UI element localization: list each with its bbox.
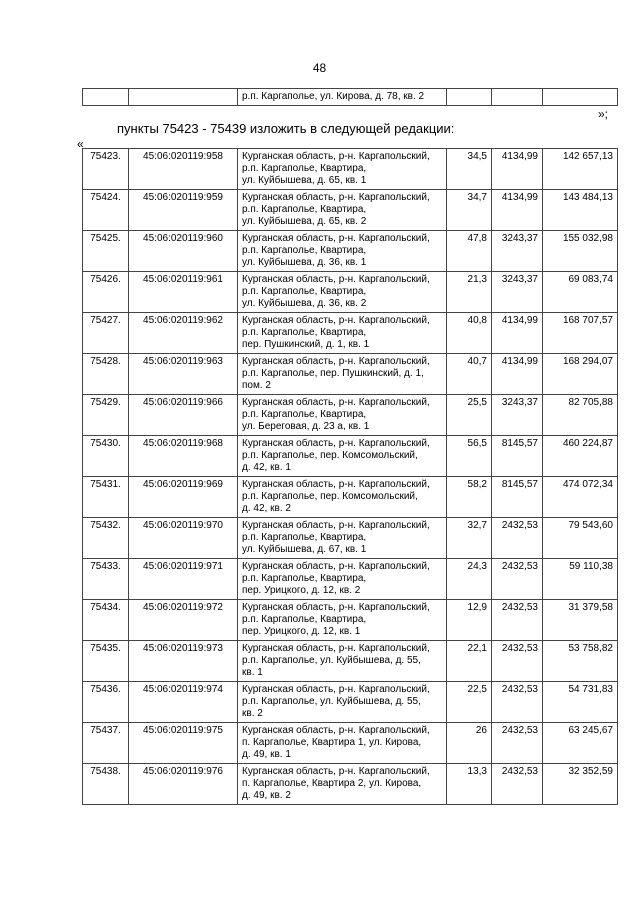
table-row xyxy=(83,395,618,436)
address-cell xyxy=(238,477,447,518)
cadastral-number-cell: 45:06:020119:958 xyxy=(129,149,238,190)
address-line: пом. 2 xyxy=(242,380,271,391)
cost-cell: 31 379,58 xyxy=(543,600,618,641)
price-cell: 4134,99 xyxy=(492,190,543,231)
price-cell: 3243,37 xyxy=(492,395,543,436)
address-line: р.п. Каргаполье, Квартира, xyxy=(242,573,367,584)
price-cell: 4134,99 xyxy=(492,354,543,395)
area-cell: 34,5 xyxy=(447,149,492,190)
address-line: ул. Куйбышева, д. 67, кв. 1 xyxy=(242,544,367,555)
area-cell: 34,7 xyxy=(447,190,492,231)
row-number-cell: 75424. xyxy=(83,190,129,231)
address-line: р.п. Каргаполье, Квартира, xyxy=(242,163,367,174)
address-line: Курганская область, р-н. Каргапольский, xyxy=(242,766,430,777)
cadastral-number-cell: 45:06:020119:966 xyxy=(129,395,238,436)
table-row xyxy=(83,272,618,313)
address-line: ул. Куйбышева, д. 65, кв. 1 xyxy=(242,175,367,186)
address-line: д. 49, кв. 1 xyxy=(242,749,291,760)
area-cell: 21,3 xyxy=(447,272,492,313)
cadastral-number-cell: 45:06:020119:962 xyxy=(129,313,238,354)
address-cell xyxy=(238,600,447,641)
price-cell: 3243,37 xyxy=(492,272,543,313)
cadastral-number-cell: 45:06:020119:976 xyxy=(129,764,238,805)
area-cell: 24,3 xyxy=(447,559,492,600)
row-number-cell: 75433. xyxy=(83,559,129,600)
table-row xyxy=(83,600,618,641)
table-row xyxy=(83,190,618,231)
cost-cell: 69 083,74 xyxy=(543,272,618,313)
address-line: пер. Урицкого, д. 12, кв. 1 xyxy=(242,626,361,637)
property-table xyxy=(82,148,618,805)
cost-cell: 32 352,59 xyxy=(543,764,618,805)
address-line: р.п. Каргаполье, Квартира, xyxy=(242,327,367,338)
address-line: р.п. Каргаполье, ул. Куйбышева, д. 55, xyxy=(242,655,421,666)
area-cell: 22,5 xyxy=(447,682,492,723)
area-cell: 40,8 xyxy=(447,313,492,354)
address-cell xyxy=(238,313,447,354)
address-cell xyxy=(238,395,447,436)
row-number-cell: 75426. xyxy=(83,272,129,313)
address-cell xyxy=(238,149,447,190)
amendment-instruction: пункты 75423 - 75439 изложить в следующей редакции: xyxy=(117,121,455,136)
row-number-cell: 75434. xyxy=(83,600,129,641)
price-cell: 8145,57 xyxy=(492,436,543,477)
address-cell xyxy=(238,190,447,231)
address-cell xyxy=(238,682,447,723)
address-line: Курганская область, р-н. Каргапольский, xyxy=(242,725,430,736)
area-cell xyxy=(447,89,492,106)
table-row xyxy=(83,641,618,682)
price-cell: 4134,99 xyxy=(492,149,543,190)
row-number-cell: 75438. xyxy=(83,764,129,805)
cadastral-number-cell xyxy=(129,89,238,106)
table-row xyxy=(83,354,618,395)
cost-cell xyxy=(543,89,618,106)
cost-cell: 82 705,88 xyxy=(543,395,618,436)
cost-cell: 155 032,98 xyxy=(543,231,618,272)
address-line: р.п. Каргаполье, Квартира, xyxy=(242,204,367,215)
cadastral-number-cell: 45:06:020119:959 xyxy=(129,190,238,231)
area-cell: 40,7 xyxy=(447,354,492,395)
row-number-cell: 75425. xyxy=(83,231,129,272)
row-number-cell: 75430. xyxy=(83,436,129,477)
address-line: п. Каргаполье, Квартира 2, ул. Кирова, xyxy=(242,778,422,789)
table-row xyxy=(83,518,618,559)
cost-cell: 59 110,38 xyxy=(543,559,618,600)
address-cell: р.п. Каргаполье, ул. Кирова, д. 78, кв. 2 xyxy=(238,89,447,106)
area-cell: 26 xyxy=(447,723,492,764)
table-row xyxy=(83,89,618,106)
row-number-cell: 75429. xyxy=(83,395,129,436)
table-row xyxy=(83,436,618,477)
address-line: ул. Куйбышева, д. 36, кв. 2 xyxy=(242,298,367,309)
address-line: ул. Куйбышева, д. 65, кв. 2 xyxy=(242,216,367,227)
address-cell xyxy=(238,436,447,477)
row-number-cell: 75435. xyxy=(83,641,129,682)
address-line: пер. Урицкого, д. 12, кв. 2 xyxy=(242,585,361,596)
area-cell: 25,5 xyxy=(447,395,492,436)
cadastral-number-cell: 45:06:020119:970 xyxy=(129,518,238,559)
address-cell xyxy=(238,518,447,559)
cost-cell: 79 543,60 xyxy=(543,518,618,559)
address-line: Курганская область, р-н. Каргапольский, xyxy=(242,315,430,326)
address-line: Курганская область, р-н. Каргапольский, xyxy=(242,684,430,695)
cost-cell: 474 072,34 xyxy=(543,477,618,518)
address-cell xyxy=(238,723,447,764)
opening-quote: « xyxy=(77,137,84,151)
address-line: Курганская область, р-н. Каргапольский, xyxy=(242,233,430,244)
address-cell xyxy=(238,764,447,805)
cost-cell: 168 707,57 xyxy=(543,313,618,354)
table-row xyxy=(83,559,618,600)
address-line: д. 42, кв. 1 xyxy=(242,462,291,473)
cadastral-number-cell: 45:06:020119:974 xyxy=(129,682,238,723)
price-cell: 4134,99 xyxy=(492,313,543,354)
cost-cell: 460 224,87 xyxy=(543,436,618,477)
cadastral-number-cell: 45:06:020119:969 xyxy=(129,477,238,518)
price-cell: 2432,53 xyxy=(492,600,543,641)
row-number-cell: 75432. xyxy=(83,518,129,559)
address-line: д. 42, кв. 2 xyxy=(242,503,291,514)
cadastral-number-cell: 45:06:020119:972 xyxy=(129,600,238,641)
table-row xyxy=(83,149,618,190)
price-cell: 2432,53 xyxy=(492,723,543,764)
address-line: ул. Куйбышева, д. 36, кв. 1 xyxy=(242,257,367,268)
address-line: Курганская область, р-н. Каргапольский, xyxy=(242,602,430,613)
address-line: кв. 1 xyxy=(242,667,263,678)
price-cell: 2432,53 xyxy=(492,559,543,600)
price-cell: 2432,53 xyxy=(492,682,543,723)
address-line: Курганская область, р-н. Каргапольский, xyxy=(242,643,430,654)
address-line: Курганская область, р-н. Каргапольский, xyxy=(242,561,430,572)
address-cell xyxy=(238,354,447,395)
previous-table-fragment xyxy=(82,88,618,106)
address-line: р.п. Каргаполье, ул. Куйбышева, д. 55, xyxy=(242,696,421,707)
table-row xyxy=(83,477,618,518)
row-number-cell: 75431. xyxy=(83,477,129,518)
area-cell: 13,3 xyxy=(447,764,492,805)
address-line: р.п. Каргаполье, Квартира, xyxy=(242,245,367,256)
cost-cell: 143 484,13 xyxy=(543,190,618,231)
address-line: Курганская область, р-н. Каргапольский, xyxy=(242,356,430,367)
address-line: р.п. Каргаполье, Квартира, xyxy=(242,532,367,543)
table-row xyxy=(83,764,618,805)
cadastral-number-cell: 45:06:020119:975 xyxy=(129,723,238,764)
address-line: д. 49, кв. 2 xyxy=(242,790,291,801)
cost-cell: 142 657,13 xyxy=(543,149,618,190)
address-line: Курганская область, р-н. Каргапольский, xyxy=(242,274,430,285)
address-line: Курганская область, р-н. Каргапольский, xyxy=(242,397,430,408)
address-line: пер. Пушкинский, д. 1, кв. 1 xyxy=(242,339,370,350)
cadastral-number-cell: 45:06:020119:971 xyxy=(129,559,238,600)
price-cell: 8145,57 xyxy=(492,477,543,518)
closing-quote: »; xyxy=(598,107,609,121)
cost-cell: 54 731,83 xyxy=(543,682,618,723)
address-line: кв. 2 xyxy=(242,708,263,719)
cost-cell: 63 245,67 xyxy=(543,723,618,764)
address-line: Курганская область, р-н. Каргапольский, xyxy=(242,438,430,449)
area-cell: 58,2 xyxy=(447,477,492,518)
row-number-cell: 75436. xyxy=(83,682,129,723)
cadastral-number-cell: 45:06:020119:963 xyxy=(129,354,238,395)
address-line: Курганская область, р-н. Каргапольский, xyxy=(242,479,430,490)
area-cell: 32,7 xyxy=(447,518,492,559)
cadastral-number-cell: 45:06:020119:961 xyxy=(129,272,238,313)
price-cell xyxy=(492,89,543,106)
row-number-cell xyxy=(83,89,129,106)
address-line: ул. Береговая, д. 23 а, кв. 1 xyxy=(242,421,370,432)
address-cell xyxy=(238,559,447,600)
table-row xyxy=(83,723,618,764)
address-line: р.п. Каргаполье, пер. Пушкинский, д. 1, xyxy=(242,368,424,379)
price-cell: 3243,37 xyxy=(492,231,543,272)
address-line: р.п. Каргаполье, Квартира, xyxy=(242,614,367,625)
cadastral-number-cell: 45:06:020119:973 xyxy=(129,641,238,682)
row-number-cell: 75428. xyxy=(83,354,129,395)
address-cell xyxy=(238,231,447,272)
table-row xyxy=(83,313,618,354)
area-cell: 56,5 xyxy=(447,436,492,477)
address-line: Курганская область, р-н. Каргапольский, xyxy=(242,151,430,162)
table-row xyxy=(83,231,618,272)
address-line: Курганская область, р-н. Каргапольский, xyxy=(242,192,430,203)
address-line: р.п. Каргаполье, пер. Комсомольский, xyxy=(242,450,418,461)
area-cell: 12,9 xyxy=(447,600,492,641)
price-cell: 2432,53 xyxy=(492,518,543,559)
row-number-cell: 75423. xyxy=(83,149,129,190)
cadastral-number-cell: 45:06:020119:968 xyxy=(129,436,238,477)
address-cell xyxy=(238,272,447,313)
page-number: 48 xyxy=(312,61,327,75)
cadastral-number-cell: 45:06:020119:960 xyxy=(129,231,238,272)
row-number-cell: 75427. xyxy=(83,313,129,354)
table-row xyxy=(83,682,618,723)
area-cell: 47,8 xyxy=(447,231,492,272)
address-line: Курганская область, р-н. Каргапольский, xyxy=(242,520,430,531)
address-line: п. Каргаполье, Квартира 1, ул. Кирова, xyxy=(242,737,422,748)
cost-cell: 168 294,07 xyxy=(543,354,618,395)
area-cell: 22,1 xyxy=(447,641,492,682)
price-cell: 2432,53 xyxy=(492,641,543,682)
row-number-cell: 75437. xyxy=(83,723,129,764)
address-line: р.п. Каргаполье, Квартира, xyxy=(242,286,367,297)
property-table-body xyxy=(83,149,618,805)
address-line: р.п. Каргаполье, пер. Комсомольский, xyxy=(242,491,418,502)
address-cell xyxy=(238,641,447,682)
cost-cell: 53 758,82 xyxy=(543,641,618,682)
price-cell: 2432,53 xyxy=(492,764,543,805)
address-line: р.п. Каргаполье, Квартира, xyxy=(242,409,367,420)
